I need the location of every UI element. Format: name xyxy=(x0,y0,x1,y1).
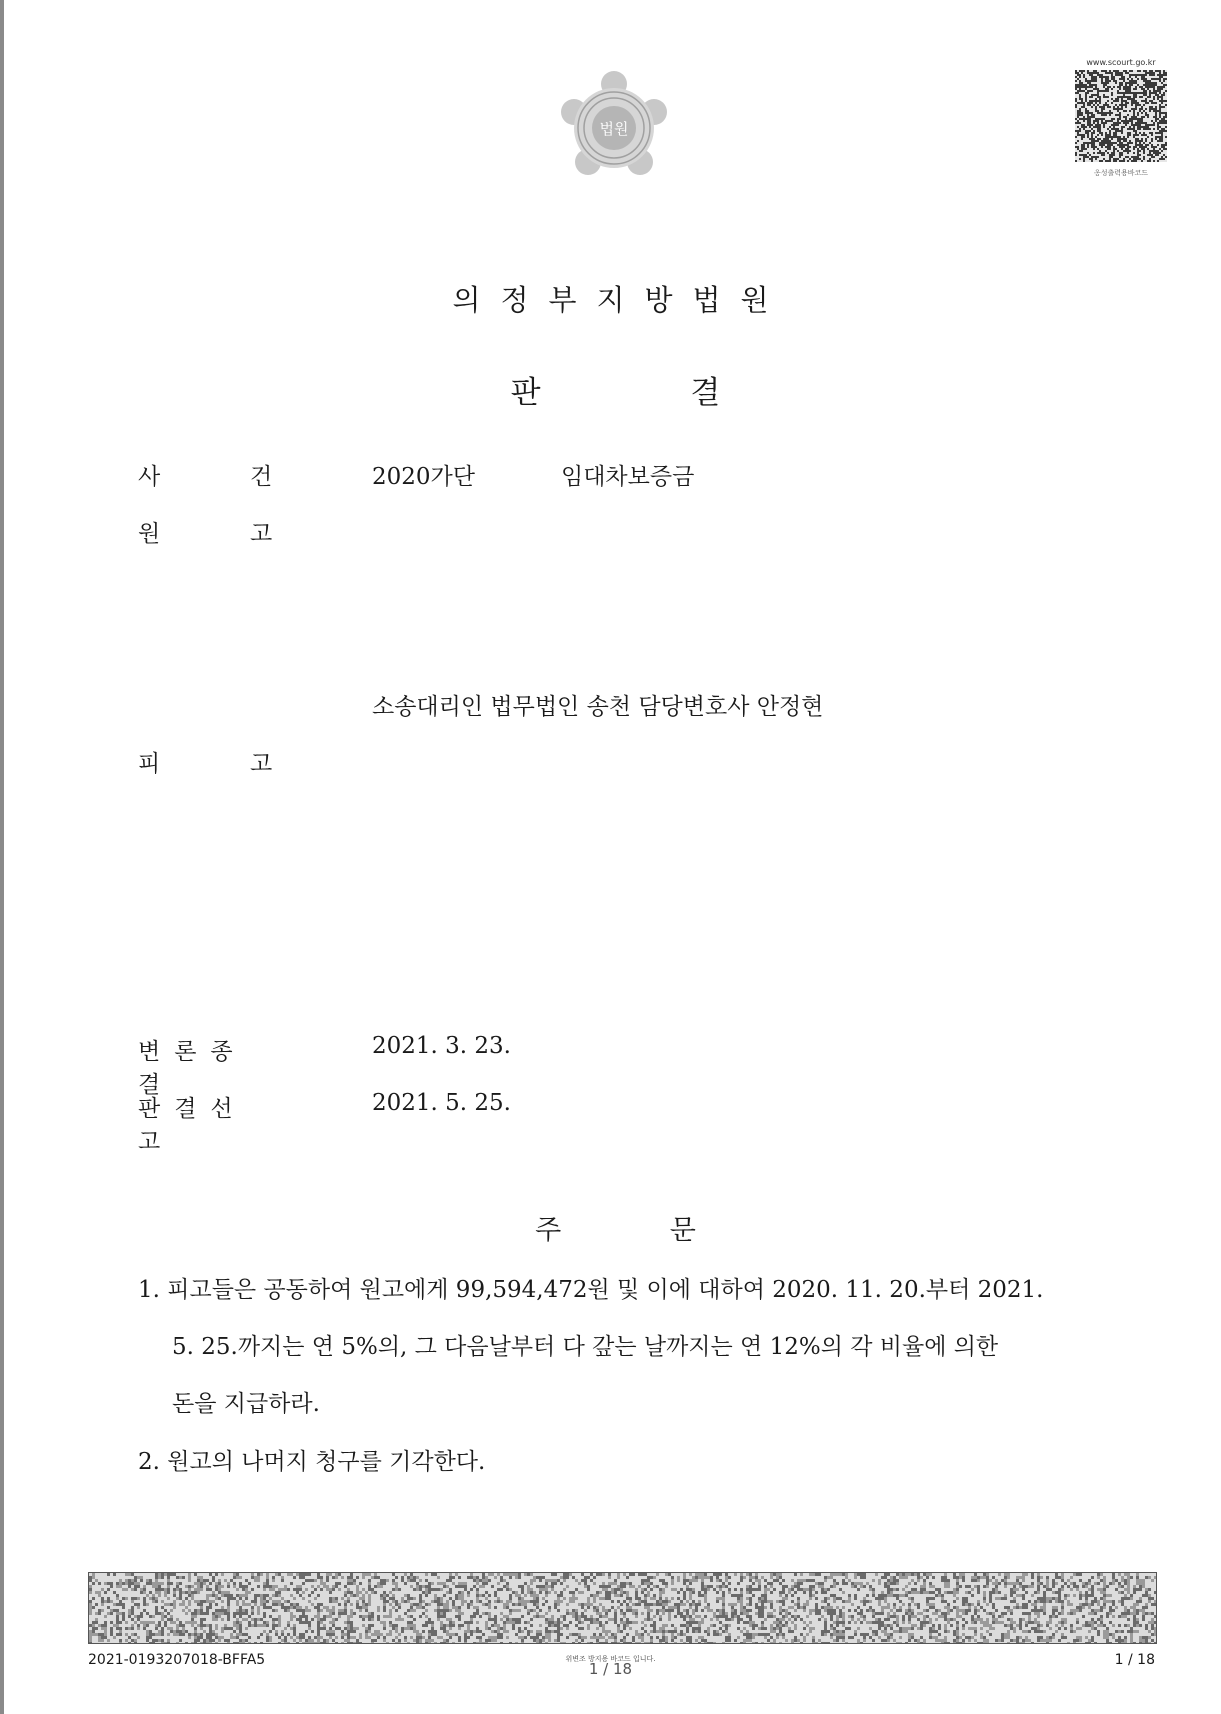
qr-url: www.scourt.go.kr xyxy=(1086,58,1156,67)
case-name: 임대차보증금 xyxy=(560,464,695,490)
qr-code-icon xyxy=(1075,70,1167,162)
scan-edge xyxy=(0,0,4,1714)
order-title: 주 문 xyxy=(535,1215,696,1246)
defendant-label-a: 피 xyxy=(138,751,161,777)
closing-label: 변론종결 xyxy=(138,1039,247,1098)
defendant-label-b: 고 xyxy=(250,751,273,777)
document-title: 판 결 xyxy=(510,375,721,411)
emblem-text: 법원 xyxy=(599,120,629,138)
case-label-a: 사 xyxy=(138,464,161,490)
plaintiff-label-a: 원 xyxy=(138,521,161,547)
order-line-3: 돈을 지급하라. xyxy=(172,1391,320,1417)
plaintiff-label-b: 고 xyxy=(250,521,273,547)
case-value xyxy=(372,458,694,491)
qr-code-block xyxy=(1075,58,1167,178)
sentence-label: 판결선고 xyxy=(138,1096,247,1155)
case-number: 2020가단 xyxy=(372,464,475,490)
document-id: 2021-0193207018-BFFA5 xyxy=(88,1652,266,1668)
counsel: 소송대리인 법무법인 송천 담당변호사 안정현 xyxy=(372,694,824,720)
order-line-4: 2. 원고의 나머지 청구를 기각한다. xyxy=(138,1449,486,1475)
order-line-2: 5. 25.까지는 연 5%의, 그 다음날부터 다 갚는 날까지는 연 12%의 각 비율에 의한 xyxy=(172,1334,999,1360)
court-emblem-icon xyxy=(556,70,672,186)
case-label-b: 건 xyxy=(250,464,273,490)
order-line-1: 1. 피고들은 공동하여 원고에게 99,594,472원 및 이에 대하여 2020. 11. 20.부터 2021. xyxy=(138,1277,1044,1303)
qr-caption: 옹성출력용바코드 xyxy=(1093,169,1149,177)
redaction xyxy=(475,466,561,490)
court-name: 의정부지방법원 xyxy=(452,283,789,317)
page-number-center: 1 / 18 xyxy=(588,1660,633,1678)
sentence-date: 2021. 5. 25. xyxy=(372,1090,511,1116)
page-number: 1 / 18 xyxy=(1114,1652,1155,1668)
barcode-note: 위변조 방지용 바코드 입니다. xyxy=(565,1655,656,1663)
security-barcode xyxy=(88,1572,1157,1644)
closing-date: 2021. 3. 23. xyxy=(372,1033,511,1059)
